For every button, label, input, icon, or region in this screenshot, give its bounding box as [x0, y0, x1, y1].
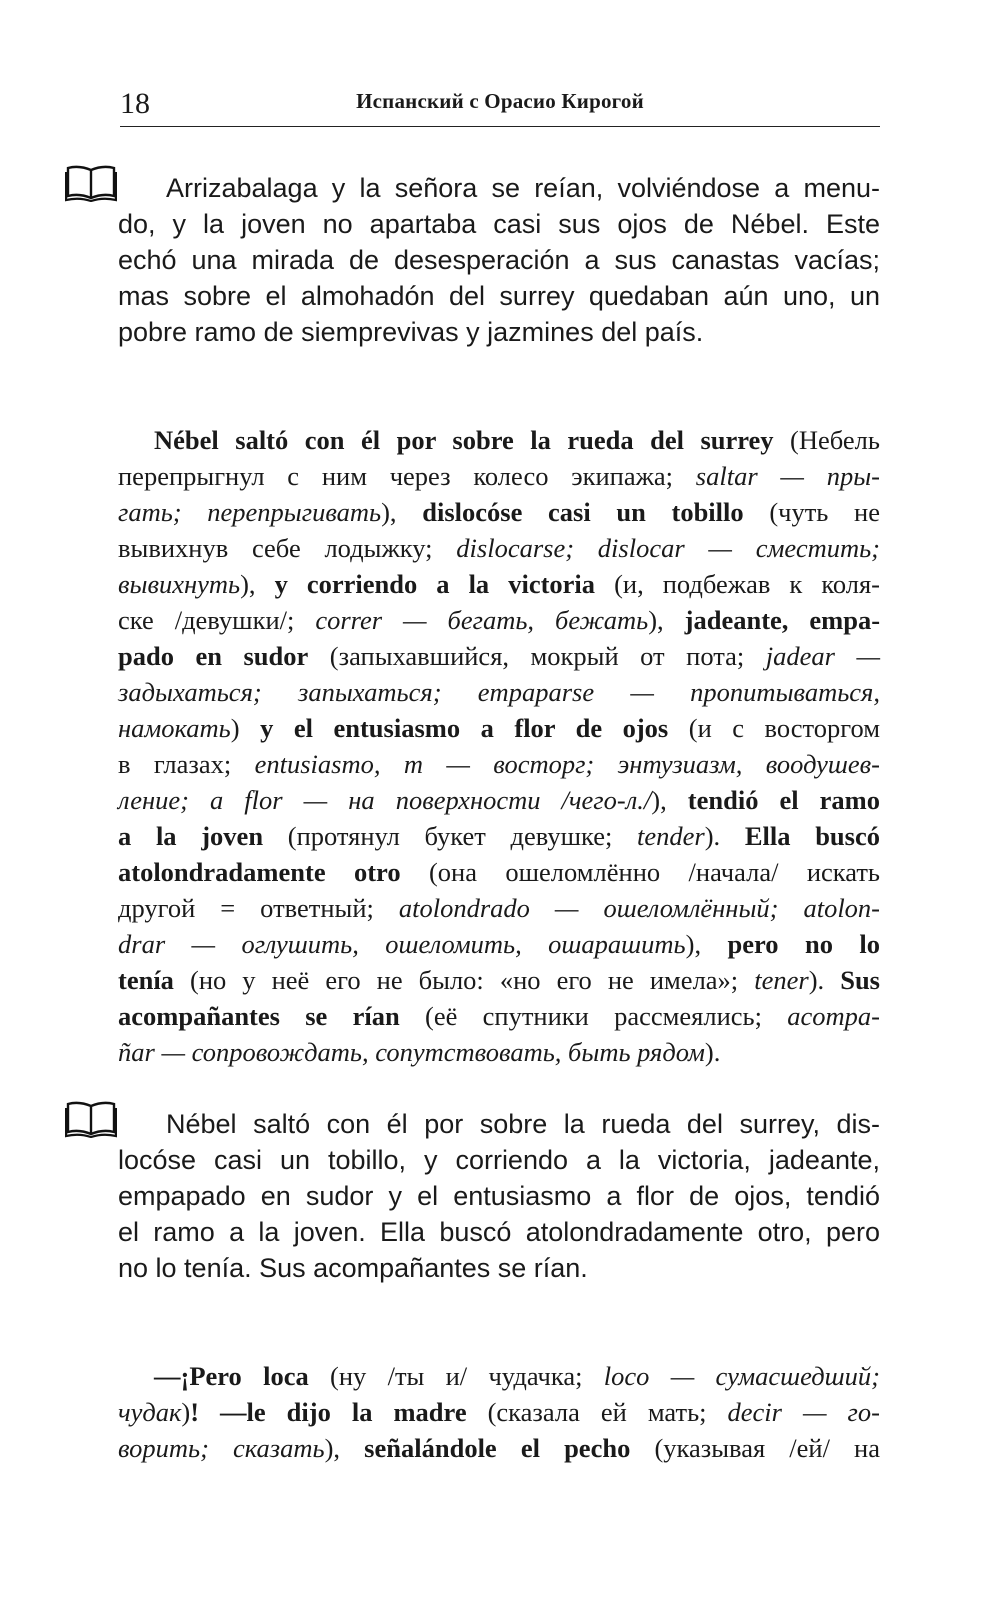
text-line	[118, 1034, 880, 1070]
spanish-phrase: y corriendo a la victoria	[274, 569, 596, 599]
text-line: pobre ramo de siemprevivas y jazmines del país.	[118, 317, 704, 347]
translation-text: (её спутники рассмеялись;	[399, 1001, 788, 1031]
spanish-phrase: a la joven	[118, 821, 264, 851]
text-line: el ramo a la joven. Ella buscó atolondradamente otro, pero	[118, 1217, 880, 1247]
translation-text: другой = ответный;	[118, 893, 399, 923]
translation-text: в глазах;	[118, 749, 255, 779]
translation-text: (ну /ты и/ чудачка;	[308, 1361, 604, 1391]
spanish-phrase: acompañantes se rían	[118, 1001, 400, 1031]
vocabulary-note: acompa-	[787, 1001, 881, 1031]
translation-text: (но у неё его не было: «но его не имела»;	[173, 965, 755, 995]
vocabulary-note: вывихнуть	[118, 569, 241, 599]
open-book-icon	[65, 1100, 117, 1138]
text-line: echó una mirada de desesperación a sus canastas vacías;	[118, 245, 880, 275]
text-line	[118, 458, 880, 494]
vocabulary-note: tender	[637, 821, 705, 851]
text-line	[118, 998, 880, 1034]
commentary-block	[118, 422, 880, 1070]
translation-text: (протянул букет девушке;	[263, 821, 638, 851]
text-line	[118, 602, 880, 638]
translation-text: ),	[685, 929, 728, 959]
translation-text: ске /девушки/;	[118, 605, 316, 635]
spanish-phrase: y el entusiasmo a flor de ojos	[260, 713, 669, 743]
translation-text: перепрыгнул с ним через колесо экипажа;	[118, 461, 696, 491]
text-line	[118, 674, 880, 710]
text-line	[118, 1430, 880, 1466]
text-line	[118, 962, 880, 998]
text-line	[118, 890, 880, 926]
translation-text: ),	[381, 497, 423, 527]
text-line	[118, 1394, 880, 1430]
spanish-phrase: dislocóse casi un tobillo	[422, 497, 744, 527]
translation-text: )	[181, 1397, 191, 1427]
translation-text: вывихнув себе лодыжку;	[118, 533, 457, 563]
translation-text: (она ошеломлённо /начала/ искать	[400, 857, 880, 887]
vocabulary-note: atolondrado — ошеломлённый; atolon-	[398, 893, 881, 923]
text-line	[118, 494, 880, 530]
translation-text: (чуть не	[743, 497, 880, 527]
text-line: do, y la joven no apartaba casi sus ojos de Nébel. Este	[118, 209, 880, 239]
translation-text: (указывая /ей/ на	[630, 1433, 881, 1463]
text-line	[118, 926, 880, 962]
text-line: Nébel saltó con él por sobre la rueda del surrey, dis-	[166, 1109, 880, 1139]
text-line	[118, 1358, 880, 1394]
vocabulary-note: ление; a flor — на поверхности /чего-л./	[118, 785, 652, 815]
vocabulary-note: jadear —	[765, 641, 881, 671]
translation-text: ),	[324, 1433, 365, 1463]
spanish-phrase: Ella buscó	[744, 821, 880, 851]
vocabulary-note: dislocarse; dislocar — сместить;	[456, 533, 880, 563]
spanish-phrase: jadeante, empa-	[684, 605, 881, 635]
text-line: empapado en sudor y el entusiasmo a flor de ojos, tendió	[118, 1181, 880, 1211]
page-number: 18	[120, 87, 150, 120]
text-line	[118, 422, 880, 458]
text-line	[118, 638, 880, 674]
translation-text: (Небель	[773, 425, 880, 455]
vocabulary-note: задыхаться; запыхаться; empaparse — пропитываться,	[118, 677, 880, 707]
page-header	[120, 86, 880, 127]
vocabulary-note: correr — бегать, бежать	[315, 605, 649, 635]
translation-text: ),	[648, 605, 685, 635]
vocabulary-note: tener	[754, 965, 809, 995]
vocabulary-note: намокать	[118, 713, 231, 743]
text-line	[118, 854, 880, 890]
spanish-phrase: tenía	[118, 965, 174, 995]
original-text-block	[118, 1106, 880, 1286]
text-line	[118, 566, 880, 602]
vocabulary-note: decir — го-	[727, 1397, 880, 1427]
translation-text: ).	[704, 821, 745, 851]
vocabulary-note: чудак	[118, 1397, 182, 1427]
translation-text: (запыхавшийся, мокрый от пота;	[308, 641, 766, 671]
vocabulary-note: saltar — пры-	[695, 461, 880, 491]
text-line	[118, 710, 880, 746]
text-line: no lo tenía. Sus acompañantes se rían.	[118, 1253, 588, 1283]
translation-text: ).	[808, 965, 841, 995]
vocabulary-note: loco — сумасшедший;	[603, 1361, 881, 1391]
spanish-phrase: —¡Pero loca	[154, 1361, 309, 1391]
text-line	[118, 530, 880, 566]
spanish-phrase: pado en sudor	[118, 641, 309, 671]
spanish-phrase: pero no lo	[727, 929, 881, 959]
vocabulary-note: ворить; сказать	[118, 1433, 325, 1463]
spanish-phrase: tendió el ramo	[687, 785, 880, 815]
spanish-phrase: Sus	[840, 965, 880, 995]
text-line	[118, 818, 880, 854]
translation-text: )	[230, 713, 261, 743]
translation-text: ).	[704, 1037, 721, 1067]
translation-text: (и, подбежав к коля-	[595, 569, 880, 599]
translation-text: ),	[240, 569, 275, 599]
text-line: mas sobre el almohadón del surrey quedaban aún uno, un	[118, 281, 880, 311]
vocabulary-note: entusiasmo, m — восторг; энтузиазм, воодушев-	[254, 749, 880, 779]
text-line: locóse casi un tobillo, y corriendo a la victoria, jadeante,	[118, 1145, 880, 1175]
spanish-phrase: atolondradamente otro	[118, 857, 401, 887]
translation-text: (сказала ей мать;	[466, 1397, 728, 1427]
vocabulary-note: ñar — сопровождать, сопутствовать, быть рядом	[118, 1037, 705, 1067]
vocabulary-note: drar — оглушить, ошеломить, ошарашить	[118, 929, 686, 959]
translation-text: ),	[651, 785, 688, 815]
text-line	[118, 746, 880, 782]
open-book-icon	[65, 164, 117, 202]
spanish-phrase: Nébel saltó con él por sobre la rueda del surrey	[154, 425, 774, 455]
running-title: Испанский с Орасио Кирогой	[356, 89, 644, 113]
vocabulary-note: гать; перепрыгивать	[118, 497, 382, 527]
text-line	[118, 782, 880, 818]
translation-text: (и с восторгом	[668, 713, 881, 743]
commentary-block	[118, 1358, 880, 1466]
spanish-phrase: ! —le dijo la madre	[190, 1397, 467, 1427]
spanish-phrase: señalándole el pecho	[364, 1433, 631, 1463]
original-text-block	[118, 170, 880, 350]
text-line: Arrizabalaga y la señora se reían, volviéndose a menu-	[166, 173, 880, 203]
